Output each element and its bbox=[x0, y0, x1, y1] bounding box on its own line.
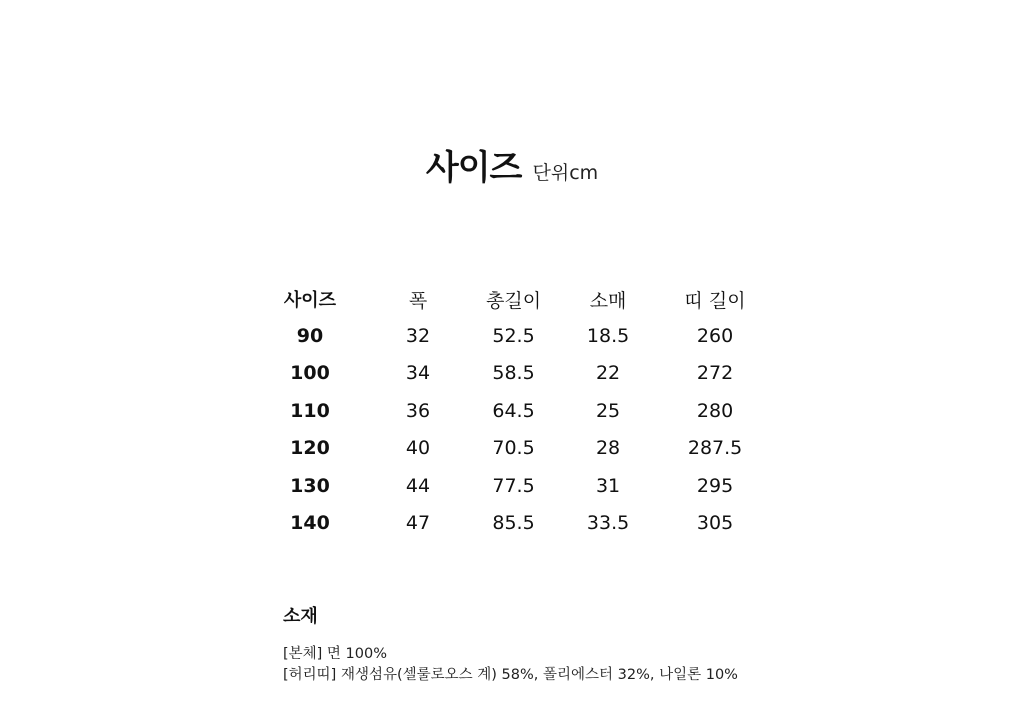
sleeve-cell: 22 bbox=[595, 362, 621, 385]
size-cell: 120 bbox=[290, 437, 330, 460]
column-spacer bbox=[755, 281, 875, 317]
material-line-body: [본체] 면 100% bbox=[283, 646, 388, 662]
material-title: 소재 bbox=[283, 606, 318, 627]
table-row bbox=[270, 317, 875, 355]
column-header-size: 사이즈 bbox=[283, 290, 337, 311]
belt-length-cell: 295 bbox=[696, 474, 734, 497]
width-cell: 36 bbox=[405, 399, 431, 422]
width-cell: 44 bbox=[405, 474, 431, 497]
size-cell: 100 bbox=[290, 362, 330, 385]
belt-length-cell: 280 bbox=[696, 399, 734, 422]
size-cell: 140 bbox=[290, 512, 330, 535]
page-title: 사이즈 bbox=[425, 148, 522, 188]
table-row bbox=[270, 467, 875, 505]
length-cell: 58.5 bbox=[492, 362, 535, 385]
width-cell: 40 bbox=[405, 437, 431, 460]
size-cell: 130 bbox=[290, 474, 330, 497]
length-cell: 70.5 bbox=[492, 437, 535, 460]
sleeve-cell: 18.5 bbox=[586, 324, 630, 347]
belt-length-cell: 272 bbox=[696, 362, 734, 385]
width-cell: 47 bbox=[405, 512, 431, 535]
length-cell: 85.5 bbox=[492, 512, 535, 535]
size-heading bbox=[0, 140, 1024, 189]
table-row bbox=[270, 355, 875, 393]
sleeve-cell: 31 bbox=[595, 474, 621, 497]
table-row bbox=[270, 430, 875, 468]
unit-label: 단위cm bbox=[532, 162, 599, 184]
belt-length-cell: 260 bbox=[696, 324, 734, 347]
table-row bbox=[270, 392, 875, 430]
sleeve-cell: 28 bbox=[595, 437, 621, 460]
length-cell: 52.5 bbox=[492, 324, 535, 347]
size-cell: 110 bbox=[290, 399, 330, 422]
material-section bbox=[283, 606, 1003, 686]
length-cell: 64.5 bbox=[492, 399, 535, 422]
size-cell: 90 bbox=[296, 324, 324, 347]
column-header-length: 총길이 bbox=[486, 289, 542, 312]
column-header-belt-length: 띠 길이 bbox=[684, 289, 746, 312]
belt-length-cell: 305 bbox=[696, 512, 734, 535]
table-header-row bbox=[270, 281, 875, 317]
sleeve-cell: 33.5 bbox=[586, 512, 630, 535]
table-row bbox=[270, 505, 875, 543]
belt-length-cell: 287.5 bbox=[687, 437, 743, 460]
column-header-sleeve: 소매 bbox=[589, 289, 627, 312]
sleeve-cell: 25 bbox=[595, 399, 621, 422]
material-line-belt: [허리띠] 재생섬유(셀룰로오스 계) 58%, 폴리에스터 32%, 나일론 10% bbox=[283, 667, 738, 683]
column-header-width: 폭 bbox=[408, 289, 428, 312]
width-cell: 32 bbox=[405, 324, 431, 347]
length-cell: 77.5 bbox=[492, 474, 535, 497]
size-table bbox=[270, 281, 875, 542]
width-cell: 34 bbox=[405, 362, 431, 385]
